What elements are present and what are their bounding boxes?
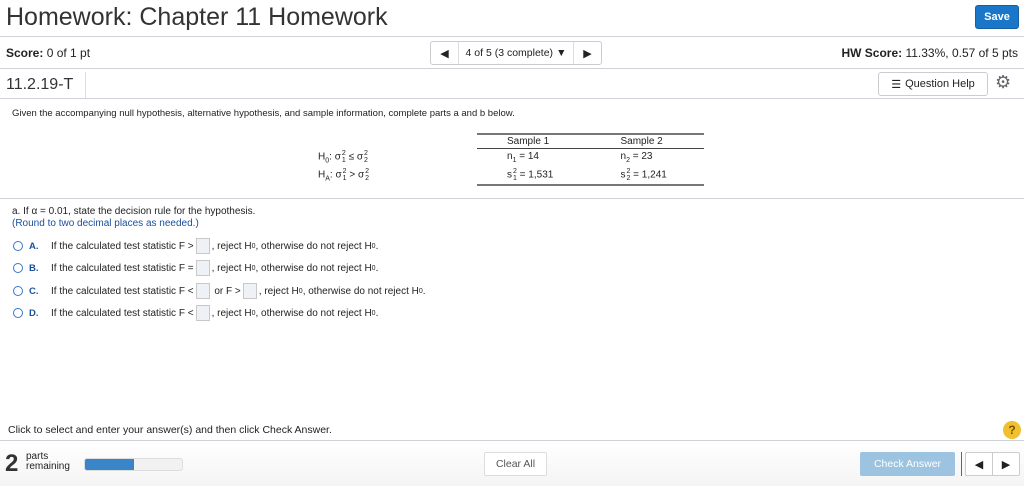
parts-count: 2 bbox=[5, 450, 19, 477]
divider bbox=[0, 198, 1024, 199]
gear-icon[interactable]: ⚙ bbox=[995, 72, 1012, 92]
table-header: Sample 1 bbox=[477, 134, 591, 149]
radio-button[interactable] bbox=[13, 241, 23, 251]
answer-input[interactable] bbox=[196, 283, 210, 299]
alternative-hypothesis: $H_A$: σ 2 1 > σ 2 2 bbox=[318, 167, 370, 183]
save-button[interactable]: Save bbox=[975, 5, 1019, 29]
parts-remaining-label: parts remaining bbox=[26, 451, 70, 472]
prev-question-icon[interactable]: ◀ bbox=[440, 47, 449, 60]
table-cell: s 2 2 = 1,241 bbox=[620, 168, 667, 182]
next-part-icon[interactable]: ▶ bbox=[992, 453, 1019, 475]
divider bbox=[0, 98, 1024, 99]
progress-fill bbox=[85, 459, 134, 470]
answer-input[interactable] bbox=[196, 305, 210, 321]
table-header: Sample 2 bbox=[591, 134, 705, 149]
help-icon[interactable]: ? bbox=[1003, 421, 1021, 439]
question-nav bbox=[430, 41, 602, 65]
table-cell: $n_2 = 23$ bbox=[620, 151, 653, 164]
question-select-label: 4 of 5 (3 complete) bbox=[465, 47, 554, 59]
question-help-button[interactable] bbox=[878, 72, 988, 96]
table-cell: s 2 1 = 1,531 bbox=[507, 168, 554, 182]
hw-score bbox=[841, 46, 1018, 60]
clear-all-button[interactable]: Clear All bbox=[484, 452, 547, 476]
radio-button[interactable] bbox=[13, 286, 23, 296]
answer-input[interactable] bbox=[196, 238, 210, 254]
answer-input[interactable] bbox=[196, 260, 210, 276]
rounding-hint: (Round to two decimal places as needed.) bbox=[12, 218, 199, 229]
divider bbox=[0, 68, 1024, 69]
divider bbox=[961, 452, 962, 476]
score-value: 0 of 1 pt bbox=[46, 46, 91, 60]
radio-button[interactable] bbox=[13, 263, 23, 273]
score-label: Score: bbox=[6, 46, 44, 60]
divider bbox=[0, 36, 1024, 37]
instruction-message: Click to select and enter your answer(s) and then click Check Answer. bbox=[8, 424, 332, 436]
table-cell: $n_1 = 14$ bbox=[507, 151, 539, 164]
list-icon: ☰ bbox=[891, 78, 902, 91]
option-c[interactable]: C. If the calculated test statistic F < or F > , reject H 0 , otherwise do not reject H 0 . bbox=[13, 283, 426, 299]
null-hypothesis: $H_0$: σ 2 1 ≤ σ 2 2 bbox=[318, 150, 368, 165]
radio-button[interactable] bbox=[13, 308, 23, 318]
hw-score-label: HW Score: bbox=[841, 46, 903, 60]
question-help-label: Question Help bbox=[905, 78, 975, 90]
parts-progress-bar bbox=[84, 458, 183, 471]
question-intro: Given the accompanying null hypothesis, alternative hypothesis, and sample information, complete parts a and b below. bbox=[12, 108, 515, 119]
next-question-icon[interactable]: ▶ bbox=[583, 47, 592, 60]
option-d[interactable]: D. If the calculated test statistic F < , reject H 0 , otherwise do not reject H 0 . bbox=[13, 305, 378, 321]
option-a[interactable]: A. If the calculated test statistic F > , reject H 0 , otherwise do not reject H 0 . bbox=[13, 238, 378, 254]
question-select[interactable] bbox=[458, 42, 574, 64]
check-answer-button[interactable]: Check Answer bbox=[860, 452, 955, 476]
part-a-prompt bbox=[12, 206, 255, 230]
prev-part-icon[interactable]: ◀ bbox=[974, 458, 984, 471]
part-a-text: a. If α = 0.01, state the decision rule for the hypothesis. bbox=[12, 206, 256, 217]
page-title: Homework: Chapter 11 Homework bbox=[6, 3, 388, 31]
answer-input[interactable] bbox=[243, 283, 257, 299]
hypotheses bbox=[318, 150, 369, 185]
sample-table bbox=[477, 133, 704, 186]
hw-score-value: 11.33%, 0.57 of 5 pts bbox=[905, 46, 1018, 60]
chevron-down-icon: ▼ bbox=[556, 47, 567, 59]
question-id: 11.2.19-T bbox=[6, 72, 86, 98]
part-nav bbox=[965, 452, 1020, 476]
option-b[interactable]: B. If the calculated test statistic F = , reject H 0 , otherwise do not reject H 0 . bbox=[13, 260, 378, 276]
score bbox=[6, 46, 90, 60]
